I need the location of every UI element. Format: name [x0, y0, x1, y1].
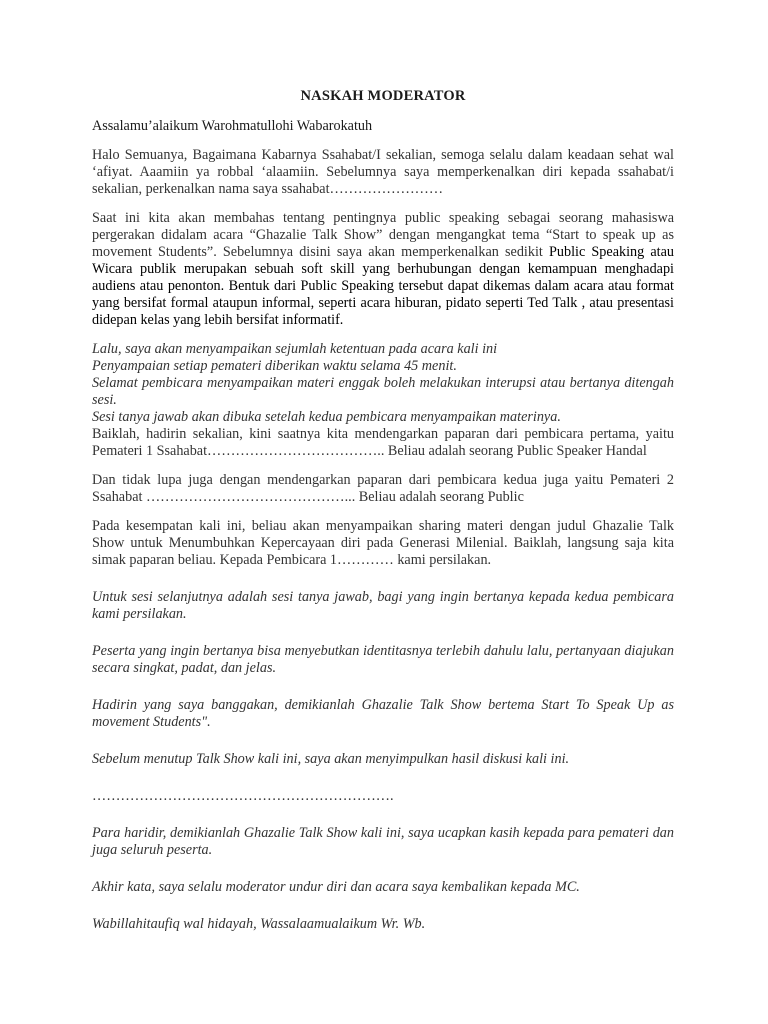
- topic-text-a: Saat ini kita akan membahas tentang pentingnya public speaking sebagai seorang mahasiswa pergerakan didalam acara “Ghazalie Talk Show” dengan mengangkat tema “Start to speak up as movement Students”. Sebelumnya disini saya akan memperkenalkan sedikit: [92, 210, 674, 260]
- paragraph-qa-open: Untuk sesi selanjutnya adalah sesi tanya jawab, bagi yang ingin bertanya kepada kedua pembicara kami persilakan.: [92, 589, 674, 622]
- rule-line: Lalu, saya akan menyampaikan sejumlah ketentuan pada acara kali ini: [92, 341, 498, 357]
- paragraph-speaker-1: Baiklah, hadirin sekalian, kini saatnya kita mendengarkan paparan dari pembicara pertama, yaitu Pemateri 1 Ssahabat……………………………….. Beliau adalah seorang Public Speaker Handal: [92, 426, 674, 459]
- paragraph-topic: [92, 210, 674, 329]
- paragraph-intro: Halo Semuanya, Bagaimana Kabarnya Ssahabat/I sekalian, semoga selalu dalam keadaan sehat wal ‘afiyat. Aaamiin ya robbal ‘alaamiin. Sebelumnya saya memperkenalkan diri kepada ssahabat/i sekalian, perkenalkan nama saya ssahabat……………………: [92, 147, 674, 197]
- paragraph-farewell: Wabillahitaufiq wal hidayah, Wassalaamualaikum Wr. Wb.: [92, 916, 426, 932]
- document-page: [92, 88, 674, 933]
- rule-line: Sesi tanya jawab akan dibuka setelah kedua pembicara menyampaikan materinya.: [92, 409, 561, 425]
- topic-text-b: Public Speaking atau Wicara publik merupakan sebuah soft skill yang berhubungan dengan kemampuan menghadapi audiens atau penonton. Bentuk dari Public Speaking tersebut dapat dikemas dalam acara atau format yang bersifat formal ataupun informal, seperti acara hiburan, pidato seperti Ted Talk , atau presentasi didepan kelas yang lebih bersifat informatif.: [92, 244, 674, 328]
- paragraph-thanks: Para haridir, demikianlah Ghazalie Talk Show kali ini, saya ucapkan kasih kepada para pemateri dan juga seluruh peserta.: [92, 825, 674, 858]
- rule-line: Selamat pembicara menyampaikan materi enggak boleh melakukan interupsi atau bertanya ditengah sesi.: [92, 375, 674, 408]
- dotted-placeholder: ……………………………………………………….: [92, 788, 394, 804]
- document-title: NASKAH MODERATOR: [300, 88, 466, 104]
- rules-block: [92, 341, 674, 426]
- paragraph-speaker-2: Dan tidak lupa juga dengan mendengarkan paparan dari pembicara kedua juga yaitu Pemateri 2 Ssahabat ……………………………………... Beliau adalah seorang Public: [92, 472, 674, 505]
- opening-greeting: Assalamu’alaikum Warohmatullohi Wabarokatuh: [92, 118, 373, 134]
- paragraph-summary: Sebelum menutup Talk Show kali ini, saya akan menyimpulkan hasil diskusi kali ini.: [92, 751, 570, 767]
- rule-line: Penyampaian setiap pemateri diberikan waktu selama 45 menit.: [92, 358, 457, 374]
- paragraph-handover: Akhir kata, saya selalu moderator undur diri dan acara saya kembalikan kepada MC.: [92, 879, 580, 895]
- paragraph-qa-rules: Peserta yang ingin bertanya bisa menyebutkan identitasnya terlebih dahulu lalu, pertanyaan diajukan secara singkat, padat, dan jelas.: [92, 643, 674, 676]
- paragraph-closing-theme: Hadirin yang saya banggakan, demikianlah Ghazalie Talk Show bertema Start To Speak Up as movement Students".: [92, 697, 674, 730]
- paragraph-material: Pada kesempatan kali ini, beliau akan menyampaikan sharing materi dengan judul Ghazalie Talk Show untuk Menumbuhkan Kepercayaan diri pada Generasi Milenial. Baiklah, langsung saja kita simak paparan beliau. Kepada Pembicara 1………… kami persilakan.: [92, 518, 674, 568]
